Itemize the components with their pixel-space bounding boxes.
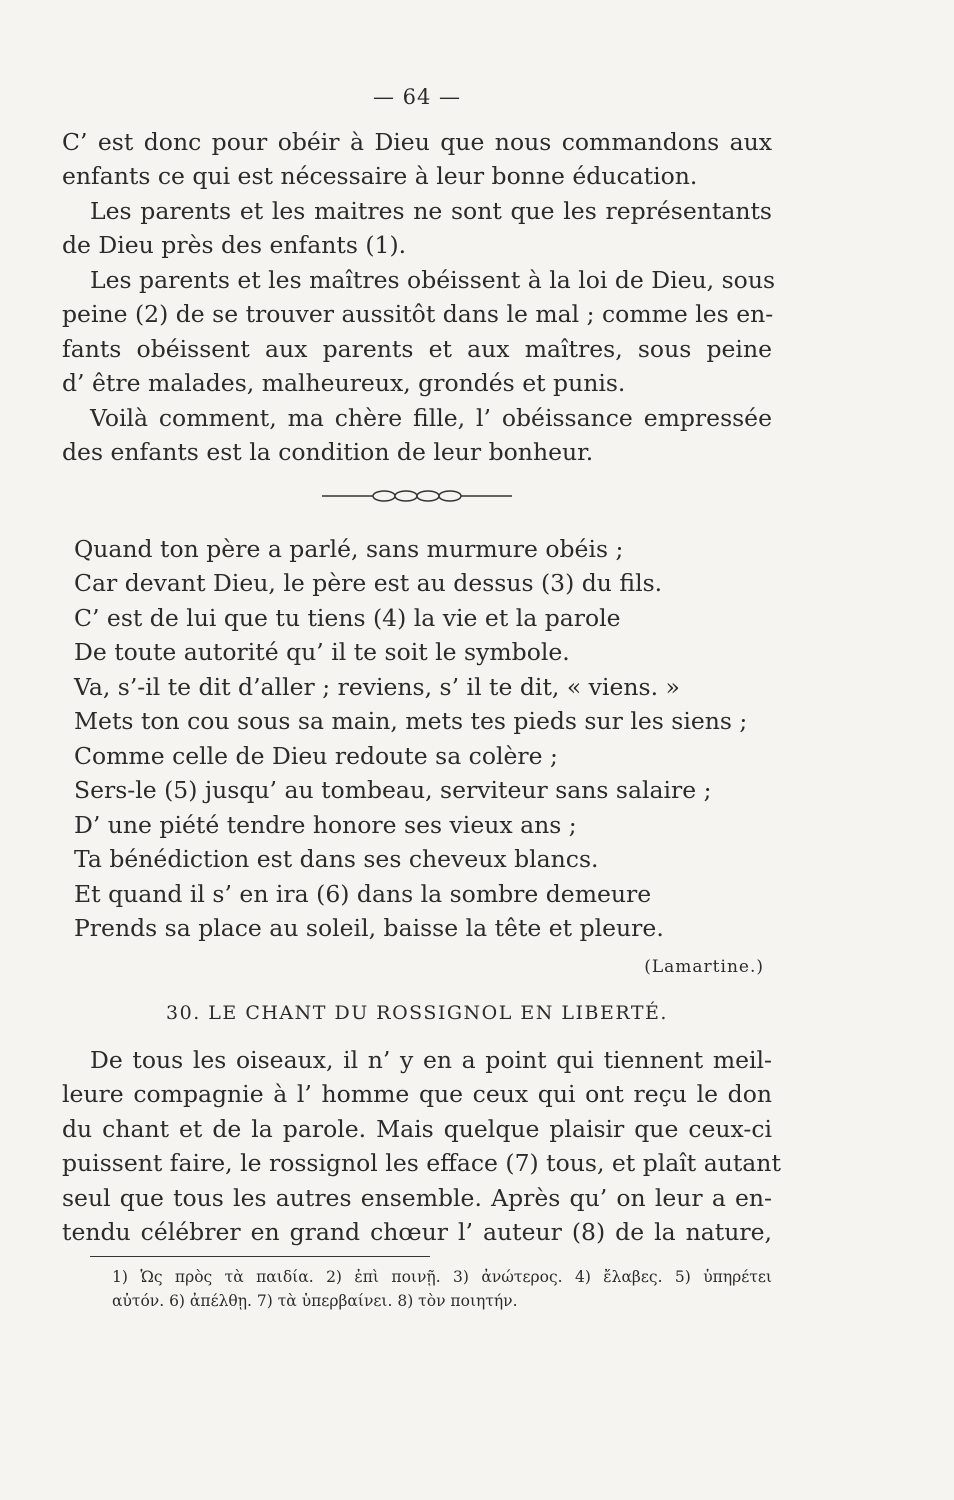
poem-line: De toute autorité qu’ il te soit le symbole.	[74, 638, 570, 666]
poem	[62, 532, 772, 946]
text-line: d’ être malades, malheureux, grondés et punis.	[62, 369, 626, 397]
poem-line: Mets ton cou sous sa main, mets tes pieds sur les siens ;	[74, 707, 748, 735]
poem-line: Sers-le (5) jusqu’ au tombeau, serviteur sans salaire ;	[74, 776, 712, 804]
text-line: du chant et de la parole. Mais quelque plaisir que ceux-ci	[62, 1114, 772, 1143]
poem-line: Comme celle de Dieu redoute sa colère ;	[74, 741, 558, 770]
section-paragraph	[62, 1043, 781, 1250]
poem-line: Quand ton père a parlé, sans murmure obéis ;	[74, 534, 624, 563]
paragraph-3	[62, 263, 776, 401]
poem-line: Et quand il s’ en ira (6) dans la sombre demeure	[74, 879, 652, 908]
text-line: des enfants est la condition de leur bonheur.	[62, 438, 594, 466]
poem-line: Car devant Dieu, le père est au dessus (3) du fils.	[74, 569, 663, 597]
text-line: De tous les oiseaux, il n’ y en a point qui tiennent meil-	[90, 1045, 772, 1074]
text-line: puissent faire, le rossignol les efface (7) tous, et plaît autant	[62, 1149, 781, 1177]
poem-line: D’ une piété tendre honore ses vieux ans ;	[74, 810, 577, 839]
poem-line: Ta bénédiction est dans ses cheveux blancs.	[74, 845, 599, 873]
book-page	[62, 80, 781, 1313]
footnote-line: 1) Ὡς πρὸς τὰ παιδία. 2) ἐπὶ ποινῇ. 3) ἀνώτερος. 4) ἔλαβες. 5) ὑπηρέτει	[112, 1267, 772, 1286]
text-line: Les parents et les maîtres obéissent à la loi de Dieu, sous	[90, 265, 776, 294]
paragraph-2	[62, 194, 772, 263]
text-line: enfants ce qui est nécessaire à leur bonne éducation.	[62, 162, 698, 190]
text-line: tendu célébrer en grand chœur l’ auteur (8) de la nature,	[62, 1218, 772, 1246]
poem-line: C’ est de lui que tu tiens (4) la vie et la parole	[74, 603, 621, 632]
text-line: C’ est donc pour obéir à Dieu que nous commandons aux	[62, 127, 772, 156]
page-number: — 64 —	[372, 85, 462, 109]
text-line: de Dieu près des enfants (1).	[62, 231, 407, 259]
footnote-line: αὐτόν. 6) ἀπέλθῃ. 7) τὰ ὑπερβαίνει. 8) τὸν ποιητήν.	[112, 1291, 518, 1310]
poem-author: (Lamartine.)	[644, 956, 764, 977]
text-line: fants obéissent aux parents et aux maîtres, sous peine	[62, 334, 772, 363]
ornament-icon	[322, 488, 512, 504]
text-line: seul que tous les autres ensemble. Après qu’ on leur a en-	[62, 1183, 772, 1212]
text-line: peine (2) de se trouver aussitôt dans le mal ; comme les en-	[62, 300, 774, 328]
poem-line: Va, s’-il te dit d’aller ; reviens, s’ il te dit, « viens. »	[74, 672, 680, 701]
footnote-rule	[90, 1256, 430, 1257]
text-line: Voilà comment, ma chère fille, l’ obéissance empressée	[90, 403, 772, 432]
text-line: leure compagnie à l’ homme que ceux qui ont reçu le don	[62, 1080, 772, 1108]
section-title: 30. LE CHANT DU ROSSIGNOL EN LIBERTÉ.	[166, 1002, 668, 1024]
ornament-divider	[62, 476, 772, 516]
paragraph-4	[62, 401, 772, 470]
text-line: Les parents et les maitres ne sont que les représentants	[90, 196, 772, 225]
poem-line: Prends sa place au soleil, baisse la tête et pleure.	[74, 914, 664, 942]
footnotes	[62, 1265, 772, 1313]
paragraph-1	[62, 125, 772, 194]
